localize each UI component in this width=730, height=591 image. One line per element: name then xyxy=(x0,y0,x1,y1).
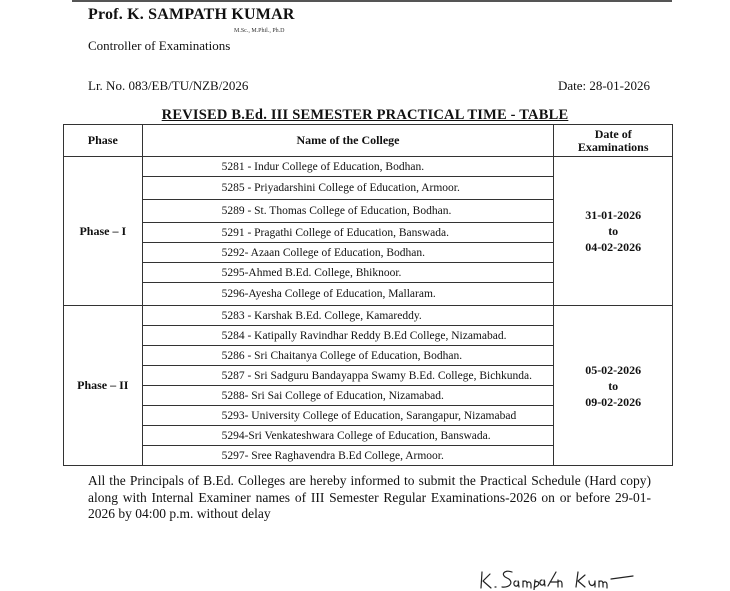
table-row xyxy=(64,306,673,326)
college-cell: 5291 - Pragathi College of Education, Banswada. xyxy=(142,223,554,243)
sender-name: Prof. K. SAMPATH KUMAR xyxy=(88,6,295,23)
college-cell: 5297- Sree Raghavendra B.Ed College, Armoor. xyxy=(142,446,554,466)
phase-header: Phase xyxy=(64,125,143,157)
letter-date: Date: 28-01-2026 xyxy=(557,78,650,93)
instruction-note: All the Principals of B.Ed. Colleges are hereby informed to submit the Practical Schedule (Hard copy) along with Internal Examiner names of III Semester Regular Examinations-2026 on or before 29-01-2026 by 04:00 p.m. without delay xyxy=(88,473,651,521)
phase-1-date-to-word: to xyxy=(608,224,619,238)
college-cell: 5295-Ahmed B.Ed. College, Bhiknoor. xyxy=(142,263,554,283)
sender-designation: Controller of Examinations xyxy=(88,38,231,53)
phase-1-date-from: 31-01-2026 xyxy=(585,208,642,222)
table-header-row xyxy=(64,125,673,157)
college-header: Name of the College xyxy=(142,125,554,157)
college-cell: 5286 - Sri Chaitanya College of Education, Bodhan. xyxy=(142,346,554,366)
college-cell: 5281 - Indur College of Education, Bodhan. xyxy=(142,157,554,177)
phase-1-label: Phase – I xyxy=(64,157,143,306)
date-header-line2: Examinations xyxy=(577,139,649,154)
college-cell: 5288- Sri Sai College of Education, Nizamabad. xyxy=(142,386,554,406)
handwritten-signature xyxy=(478,566,643,590)
college-cell: 5293- University College of Education, Sarangapur, Nizamabad xyxy=(142,406,554,426)
sender-qualifications: M.Sc., M.Phil., Ph.D xyxy=(234,28,285,34)
phase-2-date-from: 05-02-2026 xyxy=(585,362,642,377)
college-cell: 5294-Sri Venkateshwara College of Education, Banswada. xyxy=(142,426,554,446)
college-cell: 5283 - Karshak B.Ed. College, Kamareddy. xyxy=(142,306,554,326)
phase-1-date-to: 04-02-2026 xyxy=(585,240,642,254)
college-cell: 5284 - Katipally Ravindhar Reddy B.Ed College, Nizamabad. xyxy=(142,326,554,346)
date-header-line1: Date of xyxy=(594,126,632,141)
college-cell: 5289 - St. Thomas College of Education, Bodhan. xyxy=(142,200,554,223)
college-cell: 5296-Ayesha College of Education, Mallaram. xyxy=(142,283,554,306)
phase-1-dates xyxy=(554,157,673,306)
letter-reference: Lr. No. 083/EB/TU/NZB/2026 xyxy=(88,78,249,93)
phase-2-date-to-word: to xyxy=(608,378,619,393)
phase-2-label: Phase – II xyxy=(64,306,143,466)
top-border-line xyxy=(72,0,672,2)
phase-2-date-to: 09-02-2026 xyxy=(585,394,642,409)
timetable xyxy=(63,124,673,466)
college-cell: 5287 - Sri Sadguru Bandayappa Swamy B.Ed. College, Bichkunda. xyxy=(142,366,554,386)
college-cell: 5285 - Priyadarshini College of Education, Armoor. xyxy=(142,177,554,200)
phase-2-dates xyxy=(554,306,673,466)
college-cell: 5292- Azaan College of Education, Bodhan. xyxy=(142,243,554,263)
table-row xyxy=(64,157,673,177)
date-header xyxy=(554,125,673,157)
document-title: REVISED B.Ed. III SEMESTER PRACTICAL TIME - TABLE xyxy=(161,107,569,123)
